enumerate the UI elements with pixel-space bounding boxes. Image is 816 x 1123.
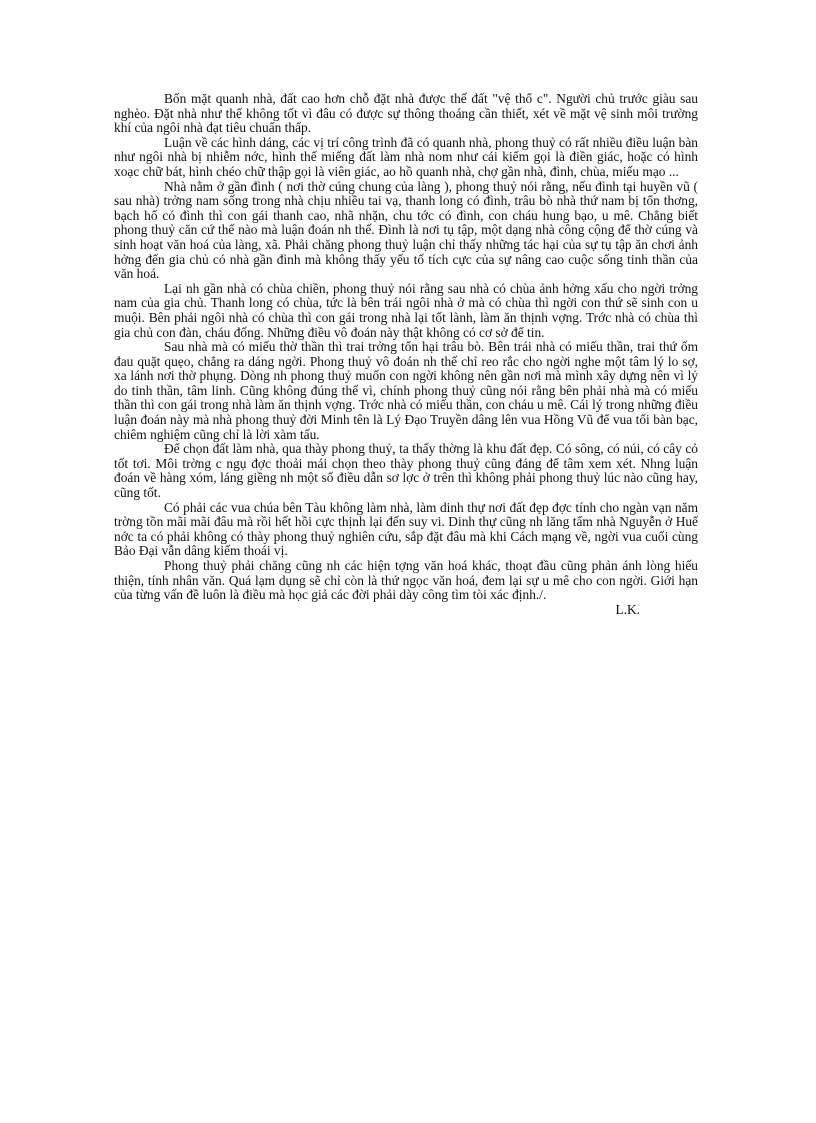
paragraph-4: Lại nh gần nhà có chùa chiền, phong thuỷ nói rằng sau nhà có chùa ảnh hởng xấu cho ngời trởng nam của gia chủ. Thanh long có chùa, tức là bên trái ngôi nhà ở mà có chùa thì ngời con thứ sẽ sinh con u muội. Bên phải ngôi nhà có chùa thì con gái trong nhà lại tốt lành, làm ăn thịnh vợng. Trớc nhà có chùa thì gia chủ con đàn, cháu đống. Những điều vô đoán này thật không có cơ sở để tin. xyxy=(114,280,698,340)
document-page xyxy=(114,92,698,617)
paragraph-2: Luận về các hình dáng, các vị trí công trình đã có quanh nhà, phong thuỷ có rất nhiều điều luận bàn như ngôi nhà bị nhiễm nớc, hình thế miếng đất làm nhà nom như cái kiếm gọi là điền giác, hoặc có hình xoạc chữ bát, hình chéo chữ thập gọi là viên giác, ao hồ quanh nhà, chợ gần nhà, đình, chùa, miếu mạo ... xyxy=(114,134,698,179)
paragraph-6: Để chọn đất làm nhà, qua thày phong thuỷ, ta thấy thờng là khu đất đẹp. Có sông, có núi, có cây cỏ tốt tơi. Môi trờng c ngụ đợc thoải mái chọn theo thày phong thuỷ cũng đáng để tâm xem xét. Nhng luận đoán về hàng xóm, láng giềng nh một số điều dẫn sơ lợc ở trên thì không phải phong thuỷ lúc nào cũng hay, cũng tốt. xyxy=(114,441,698,501)
paragraph-5: Sau nhà mà có miếu thờ thần thì trai trởng tổn hại trâu bò. Bên trái nhà có miếu thần, trai thứ ốm đau quặt quẹo, chẳng ra dáng ngời. Phong thuỷ vô đoán nh thế chỉ reo rắc cho ngời nghe một tâm lý lo sợ, xa lánh nơi thờ phụng. Dòng nh phong thuỷ muốn con ngời không nên gần nơi mà mình xây dựng nên vì lý do tinh thần, tâm linh. Cũng không đúng thế vì, chính phong thuỷ cũng nói rằng bên phải nhà mà có miếu thần thì con gái trong nhà làm ăn thịnh vợng. Trớc nhà có miếu thần, con cháu u mê. Cái lý trong những điều luận đoán này mà nhà phong thuỷ đời Minh tên là Lý Đạo Truyền dâng lên vua Hồng Vũ để vua tối bàn bạc, chiêm nghiệm cũng chỉ là lời xàm tấu. xyxy=(114,339,698,442)
paragraph-1: Bốn mặt quanh nhà, đất cao hơn chỗ đặt nhà được thế đất "vệ thổ c". Người chủ trước giàu sau nghèo. Đặt nhà như thế không tốt vì đâu có được sự thông thoáng cần thiết, xét về mặt vệ sinh môi trường khí của ngôi nhà đạt tiêu chuẩn thấp. xyxy=(114,91,698,136)
paragraph-8: Phong thuỷ phải chăng cũng nh các hiện tợng văn hoá khác, thoạt đầu cũng phản ánh lòng hiếu thiện, tính nhân văn. Quá lạm dụng sẽ chỉ còn là thứ ngọc văn hoá, đem lại sự u mê cho con ngời. Giới hạn của từng vấn đề luôn là điều mà học giả các đời phải dày công tìm tòi xác định./. xyxy=(114,558,698,603)
paragraph-3: Nhà nằm ở gần đình ( nơi thờ cúng chung của làng ), phong thuỷ nói rằng, nếu đình tại huyền vũ ( sau nhà) trởng nam sống trong nhà chịu nhiều tai vạ, thanh long có đình, trâu bò nhà thứ nam bị tổn thơng, bạch hổ có đình thì con gái thanh cao, nhã nhặn, chu tớc có đình, con cháu hung bạo, u mê. Chẳng biết phong thuỷ căn cứ thế nào mà luận đoán nh thế. Đình là nơi tụ tập, một dạng nhà công cộng để thờ cúng và sinh hoạt văn hoá của làng, xã. Phải chăng phong thuỷ luận chỉ thấy những tác hại của sự tụ tập ăn chơi ảnh hởng đến gia chủ có nhà gần đình mà không thấy yếu tố tích cực của sự nâng cao cuộc sống tinh thần của văn hoá. xyxy=(114,178,698,282)
author-signature: L.K. xyxy=(615,601,640,617)
paragraph-7: Có phải các vua chúa bên Tàu không làm nhà, làm dinh thự nơi đất đẹp đợc tính cho ngàn vạn năm trờng tồn mãi mãi đâu mà rồi hết hồi cực thịnh lại đến suy vi. Dinh thự cũng nh lăng tẩm nhà Nguyễn ở Huế nớc ta có phải không có thày phong thuỷ nghiên cứu, sắp đặt đâu mà khi Cách mạng về, ngời vua cuối cùng Bảo Đại vẫn dâng kiếm thoái vị. xyxy=(114,499,698,559)
